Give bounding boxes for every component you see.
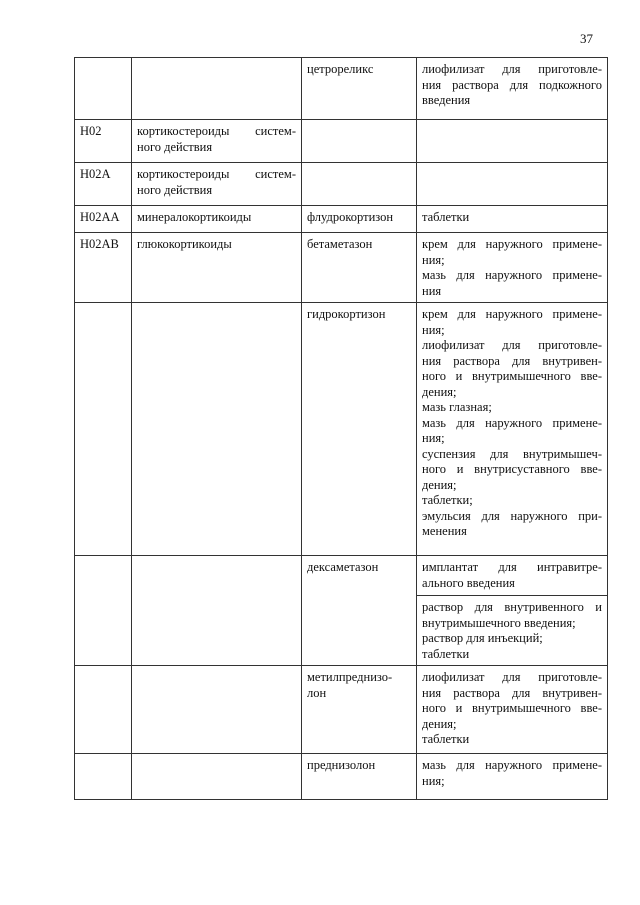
table-row [75,120,608,163]
text-line: мазь для наружного примене- [422,758,602,772]
atc-code-cell [75,666,132,754]
atc-code: H02A [80,167,111,181]
drug-name-cell [302,163,417,206]
dosage-form-cell [417,233,608,303]
dosage-form-cell [417,206,608,233]
text-line: мазь глазная; [422,400,492,414]
text-line: метилпреднизо- [307,670,393,684]
text-line: ального введения [422,575,515,590]
text-line: раствор для инъекций; [422,631,543,645]
dosage-form-cell [417,58,608,120]
drug-name-cell [302,666,417,754]
dosage-form-cell [417,754,608,800]
anatomical-group-cell [132,666,302,754]
text-line: преднизолон [307,758,376,772]
anatomical-group-cell [132,556,302,666]
text-line: мазь для наружного примене- [422,268,602,282]
text-line: цетрореликс [307,62,374,76]
text-line: лиофилизат для приготовле- [422,338,602,352]
text-line: флудрокортизон [307,210,394,224]
drug-name-cell [302,58,417,120]
anatomical-group-cell [132,163,302,206]
page-number: 37 [580,31,593,46]
atc-code-cell [75,556,132,666]
table-row [75,206,608,233]
anatomical-group-cell [132,120,302,163]
atc-code-cell [75,206,132,233]
drug-classification-table [74,57,608,800]
text-line: дексаметазон [307,560,379,574]
table-body [75,58,608,800]
anatomical-group-cell [132,754,302,800]
text-line: имплантат для интравитре- [422,560,602,574]
text-line: кортикостероиды систем- [137,167,296,181]
text-line: гидрокортизон [307,307,386,321]
text-line: менения [422,524,467,538]
drug-name-cell [302,754,417,800]
anatomical-group-cell [132,206,302,233]
dosage-form-cell [417,163,608,206]
table-row [75,754,608,800]
text-line: мазь для наружного примене- [422,415,602,430]
text-line: дения; [422,384,457,399]
text-line: лиофилизат для приготовле- [422,62,602,76]
text-line: введения [422,93,471,107]
text-line: таблетки [422,210,470,224]
text-line: кортикостероиды систем- [137,124,296,138]
table-row [75,233,608,303]
table-row [75,303,608,556]
text-line: дения; [422,477,457,492]
text-line: ного и внутримышечного вве- [422,369,602,383]
text-line: ния раствора для внутривен- [422,685,602,700]
atc-code: H02AB [80,237,119,251]
table-row [75,163,608,206]
atc-code-cell [75,303,132,556]
text-line: таблетки [422,646,470,661]
text-line: внутримышечного введения; [422,615,576,630]
text-line: лон [307,685,327,700]
text-line: раствор для внутривенного и [422,600,602,614]
dosage-form-cell [417,303,608,556]
text-line: ния; [422,252,445,267]
text-line: ния [422,283,442,298]
text-line: крем для наружного примене- [422,307,602,321]
text-line: минералокортикоиды [137,210,252,224]
text-line: ния раствора для подкожного [422,77,602,92]
text-line: бетаметазон [307,237,373,251]
text-line: суспензия для внутримышеч- [422,446,602,461]
text-line: ного действия [137,139,213,154]
dosage-form-cell [417,666,608,754]
drug-name-cell [302,233,417,303]
text-line: ного и внутрисуставного вве- [422,462,602,476]
text-line: ния; [422,322,445,337]
dosage-form-cell [417,120,608,163]
text-line: эмульсия для наружного при- [422,508,602,523]
dosage-form-cell [417,596,608,666]
anatomical-group-cell [132,303,302,556]
text-line: ного и внутримышечного вве- [422,701,602,715]
atc-code: H02 [80,124,102,138]
table-row [75,58,608,120]
anatomical-group-cell [132,233,302,303]
table-row [75,556,608,596]
drug-name-cell [302,556,417,666]
atc-code: H02AA [80,210,120,224]
text-line: ния; [422,773,445,788]
drug-name-cell [302,206,417,233]
text-line: крем для наружного примене- [422,237,602,251]
text-line: ного действия [137,182,213,197]
dosage-form-cell [417,556,608,596]
text-line: ния раствора для внутривен- [422,353,602,368]
drug-name-cell [302,303,417,556]
anatomical-group-cell [132,58,302,120]
atc-code-cell [75,233,132,303]
text-line: таблетки [422,732,470,746]
table-row [75,666,608,754]
text-line: таблетки; [422,493,473,507]
atc-code-cell [75,163,132,206]
atc-code-cell [75,58,132,120]
atc-code-cell [75,754,132,800]
text-line: ния; [422,431,445,445]
text-line: дения; [422,716,457,731]
text-line: лиофилизат для приготовле- [422,670,602,684]
text-line: глюкокортикоиды [137,237,232,251]
atc-code-cell [75,120,132,163]
drug-name-cell [302,120,417,163]
